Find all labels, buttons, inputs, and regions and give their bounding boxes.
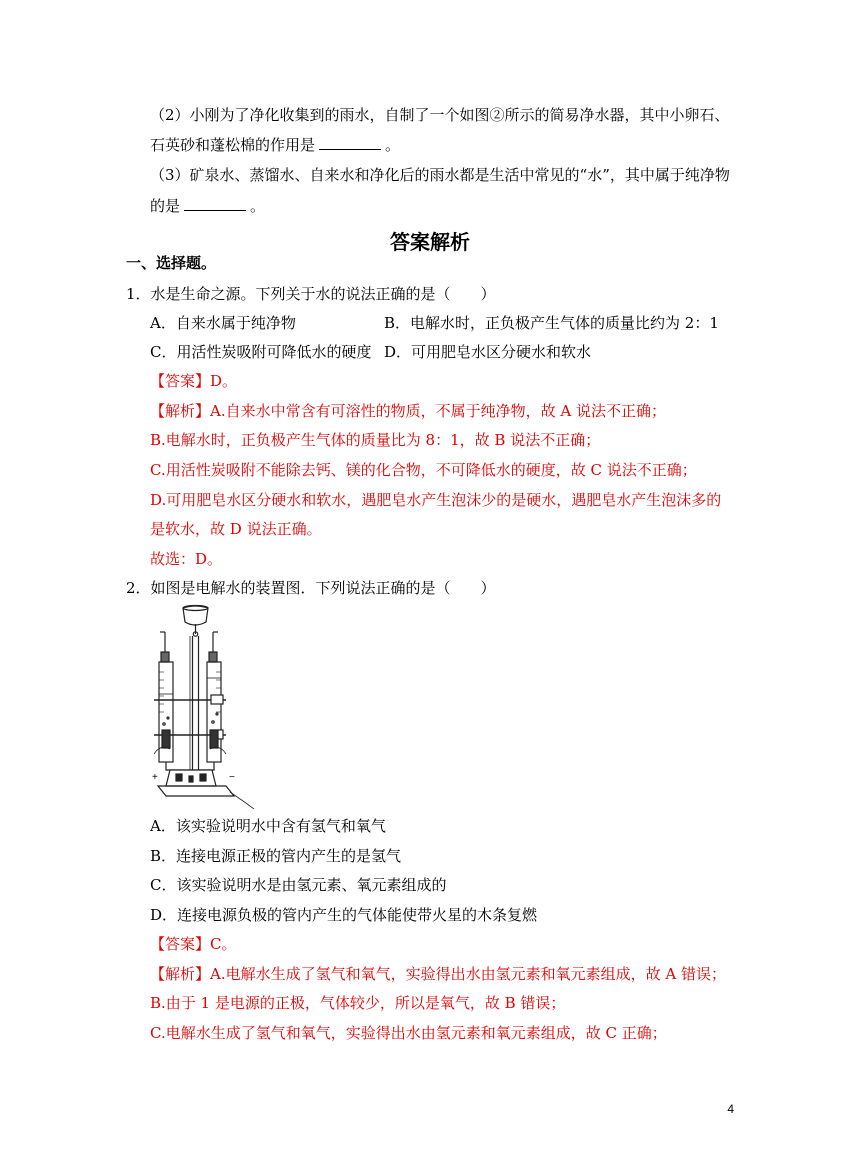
q1-option-a: A．自来水属于纯净物 xyxy=(150,314,296,332)
positive-terminal-label: + xyxy=(152,772,158,783)
q1-explanation-line: D.可用肥皂水区分硬水和软水，遇肥皂水产生泡沫少的是硬水，遇肥皂水产生泡沫多的 xyxy=(150,491,722,509)
q3-intro-end: 。 xyxy=(250,197,266,215)
answer-blank xyxy=(184,196,246,211)
q1-explanation-line: 是软水，故 D 说法正确。 xyxy=(150,520,322,538)
q2-intro-line1: （2）小刚为了净化收集到的雨水，自制了一个如图②所示的简易净水器，其中小卵石、 xyxy=(150,106,730,124)
q2-option-a: A．该实验说明水中含有氢气和氧气 xyxy=(150,817,386,835)
q1-option-d: D．可用肥皂水区分硬水和软水 xyxy=(384,343,592,361)
q2-stem: 2．如图是电解水的装置图．下列说法正确的是（ ） xyxy=(126,579,496,597)
q1-explanation-line: C.用活性炭吸附不能除去钙、镁的化合物，不可降低水的硬度，故 C 说法不正确； xyxy=(150,461,697,479)
q2-explanation-line: C.电解水生成了氢气和氧气，实验得出水由氢元素和氧元素组成，故 C 正确； xyxy=(150,1024,667,1042)
q2-option-c: C．该实验说明水是由氢元素、氧元素组成的 xyxy=(150,876,447,894)
q2-explanation-line: 【解析】A.电解水生成了氢气和氧气，实验得出水由氢元素和氧元素组成，故 A 错误； xyxy=(150,965,726,983)
page-title: 答案解析 xyxy=(390,230,470,254)
q1-stem: 1．水是生命之源。下列关于水的说法正确的是（ ） xyxy=(126,285,496,303)
q1-option-c: C．用活性炭吸附可降低水的硬度 xyxy=(150,343,372,361)
q2-intro-line2 xyxy=(150,135,400,155)
q3-intro-text: 的是 xyxy=(150,197,181,215)
q3-intro-line1: （3）矿泉水、蒸馏水、自来水和净化后的雨水都是生活中常见的“水”，其中属于纯净物 xyxy=(150,166,730,184)
q1-explanation-line: 【解析】A.自来水中常含有可溶性的物质，不属于纯净物，故 A 说法不正确； xyxy=(150,402,666,420)
q3-intro-line2 xyxy=(150,196,265,216)
electrolysis-apparatus-figure xyxy=(150,604,260,809)
section-heading: 一、选择题。 xyxy=(126,254,217,272)
q2-intro-end: 。 xyxy=(385,136,401,154)
q2-answer: 【答案】C。 xyxy=(150,935,237,953)
q1-answer: 【答案】D。 xyxy=(150,372,238,390)
answer-blank xyxy=(319,135,381,150)
negative-terminal-label: − xyxy=(229,772,235,783)
q1-explanation-line: B.电解水时，正负极产生气体的质量比为 8：1，故 B 说法不正确； xyxy=(150,431,601,449)
q1-conclusion: 故选：D。 xyxy=(150,550,223,568)
q2-option-d: D．连接电源负极的管内产生的气体能使带火星的木条复燃 xyxy=(150,906,538,924)
q2-option-b: B．连接电源正极的管内产生的是氢气 xyxy=(150,847,402,865)
q1-option-b: B．电解水时，正负极产生气体的质量比约为 2：1 xyxy=(384,314,719,332)
page-number: 4 xyxy=(727,1102,734,1116)
reservoir-funnel xyxy=(183,606,208,625)
q2-explanation-line: B.由于 1 是电源的正极，气体较少，所以是氧气，故 B 错误； xyxy=(150,994,566,1012)
q2-intro-text: 石英砂和蓬松棉的作用是 xyxy=(150,136,316,154)
